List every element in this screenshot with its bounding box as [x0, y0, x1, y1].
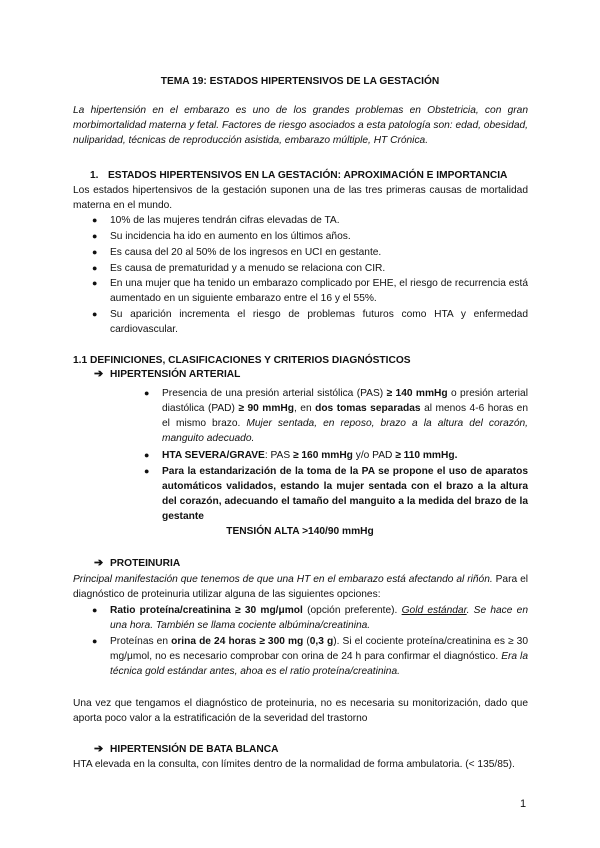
- bullet-icon: ●: [92, 247, 98, 257]
- section11-heading: 1.1 DEFINICIONES, CLASIFICACIONES Y CRITERIOS DIAGNÓSTICOS: [73, 355, 411, 366]
- bata-heading: HIPERTENSIÓN DE BATA BLANCA: [110, 744, 279, 755]
- proteinuria-option-1: [110, 603, 528, 633]
- pas-threshold: ≥ 140 mmHg: [386, 388, 448, 399]
- list-item: 10% de las mujeres tendrán cifras elevadas de TA.: [110, 215, 340, 226]
- option-text: ). Si el cociente proteína/creatinina es ≥ 30 mg/μmol, no es necesario comprobar con orina de 24 h para confirmar el diagnóstico.: [110, 636, 528, 662]
- bullet-icon: ●: [92, 278, 98, 288]
- gold-standard: Gold estándar: [401, 605, 467, 616]
- hta-severa-text: y/o PAD: [352, 450, 396, 461]
- proteinuria-option-2: [110, 634, 528, 679]
- estandarizacion: Para la estandarización de la toma de la PA se propone el uso de aparatos automáticos validados, estando la mujer sentada con el brazo a la altura del corazón, adecuando el tamaño del manguito a la medida del brazo de la gestante: [162, 466, 528, 522]
- grams: 0,3 g: [309, 636, 334, 647]
- option-text: (opción preferente).: [302, 605, 402, 616]
- tension-alta: [0, 525, 600, 538]
- page-title: TEMA 19: ESTADOS HIPERTENSIVOS DE LA GESTACIÓN: [160, 76, 440, 87]
- bullet-icon: ●: [92, 605, 98, 615]
- bullet-icon: ●: [92, 636, 98, 646]
- arrow-icon: ➔: [94, 557, 104, 569]
- proteinuria-lead-text: Para el diagnóstico de proteinuria utilizar alguna de las siguientes opciones:: [73, 574, 528, 600]
- list-item: Su aparición incrementa el riesgo de problemas futuros como HTA y enfermedad cardiovascular.: [110, 309, 528, 335]
- proteinuria-heading: PROTEINURIA: [110, 558, 181, 569]
- arterial-note: Mujer sentada, en reposo, brazo a la altura del corazón, manguito adecuado.: [162, 418, 528, 444]
- arterial-text: al menos 4-6 horas en el mismo brazo.: [162, 403, 529, 429]
- intro-paragraph: La hipertensión en el embarazo es uno de los grandes problemas en Obstetricia, con gran morbimortalidad materna y fetal. Factores de riesgo asociados a esta patología son: edad, obesidad, nuliparidad, técnicas de reproducción asistida, embarazo múltiple, HT Crónica.: [73, 105, 528, 146]
- section1-heading: ESTADOS HIPERTENSIVOS EN LA GESTACIÓN: APROXIMACIÓN E IMPORTANCIA: [108, 170, 508, 181]
- proteinuria-lead: [73, 572, 528, 602]
- pad-threshold: ≥ 90 mmHg: [238, 403, 294, 414]
- section1-number: 1.: [90, 170, 99, 181]
- option-text: (: [303, 636, 310, 647]
- arterial-text: o presión arterial diastólica (PAD): [162, 388, 528, 414]
- list-item: Su incidencia ha ido en aumento en los últimos años.: [110, 231, 351, 242]
- hta-severa: [162, 449, 457, 462]
- list-item: En una mujer que ha tenido un embarazo complicado por EHE, el riesgo de recurrencia está aumentado en un siguiente embarazo entre el 16 y el 55%.: [110, 278, 528, 304]
- proteinuria-after: Una vez que tengamos el diagnóstico de proteinuria, no es necesaria su monitorización, dado que aporta poco valor a la estratificación de la severidad del trastorno: [73, 698, 528, 724]
- proteinuria-lead-italic: Principal manifestación que tenemos de que una HT en el embarazo está afectando al riñón.: [73, 574, 493, 585]
- hta-severa-pas: ≥ 160 mmHg: [292, 450, 353, 461]
- orina-24h: orina de 24 horas ≥ 300 mg: [171, 636, 304, 647]
- arterial-text: , en: [293, 403, 316, 414]
- option-text: Proteínas en: [110, 636, 172, 647]
- list-item: Es causa del 20 al 50% de los ingresos en UCI en gestante.: [110, 247, 382, 258]
- page-number: 1: [520, 798, 527, 810]
- bullet-icon: ●: [144, 466, 150, 476]
- ratio-unit: μmol: [278, 605, 303, 616]
- bullet-icon: ●: [92, 215, 98, 225]
- hta-severa-label: HTA SEVERA/GRAVE: [162, 450, 265, 461]
- hta-severa-pad: ≥ 110 mmHg.: [395, 450, 458, 461]
- arterial-criteria-text: [162, 386, 528, 446]
- bullet-icon: ●: [92, 309, 98, 319]
- section1-lead: Los estados hipertensivos de la gestación suponen una de las tres primeras causas de mortalidad materna en el mundo.: [73, 185, 528, 211]
- bullet-icon: ●: [92, 231, 98, 241]
- ratio-label: Ratio proteína/creatinina ≥ 30 mg/: [110, 605, 279, 616]
- bullet-icon: ●: [144, 450, 150, 460]
- arrow-icon: ➔: [94, 743, 104, 755]
- bata-text: HTA elevada en la consulta, con límites dentro de la normalidad de forma ambulatoria. (< 135/85).: [73, 759, 515, 770]
- arrow-icon: ➔: [94, 368, 104, 380]
- dos-tomas: dos tomas separadas: [315, 403, 421, 414]
- bullet-icon: ●: [144, 388, 150, 398]
- option-note: Era la técnica gold estándar antes, ahoa es el ratio proteína/creatinina.: [110, 651, 528, 677]
- arterial-text: Presencia de una presión arterial sistólica (PAS): [162, 388, 387, 399]
- bullet-icon: ●: [92, 263, 98, 273]
- tension-alta-label: TENSIÓN ALTA: [226, 526, 303, 537]
- arterial-heading: HIPERTENSIÓN ARTERIAL: [110, 369, 241, 380]
- tension-alta-value: >140/90 mmHg: [302, 526, 374, 537]
- list-item: Es causa de prematuridad y a menudo se relaciona con CIR.: [110, 263, 386, 274]
- option-note: . Se hace en una hora. También se llama cociente albúmina/creatinina.: [110, 605, 528, 631]
- hta-severa-text: : PAS: [264, 450, 293, 461]
